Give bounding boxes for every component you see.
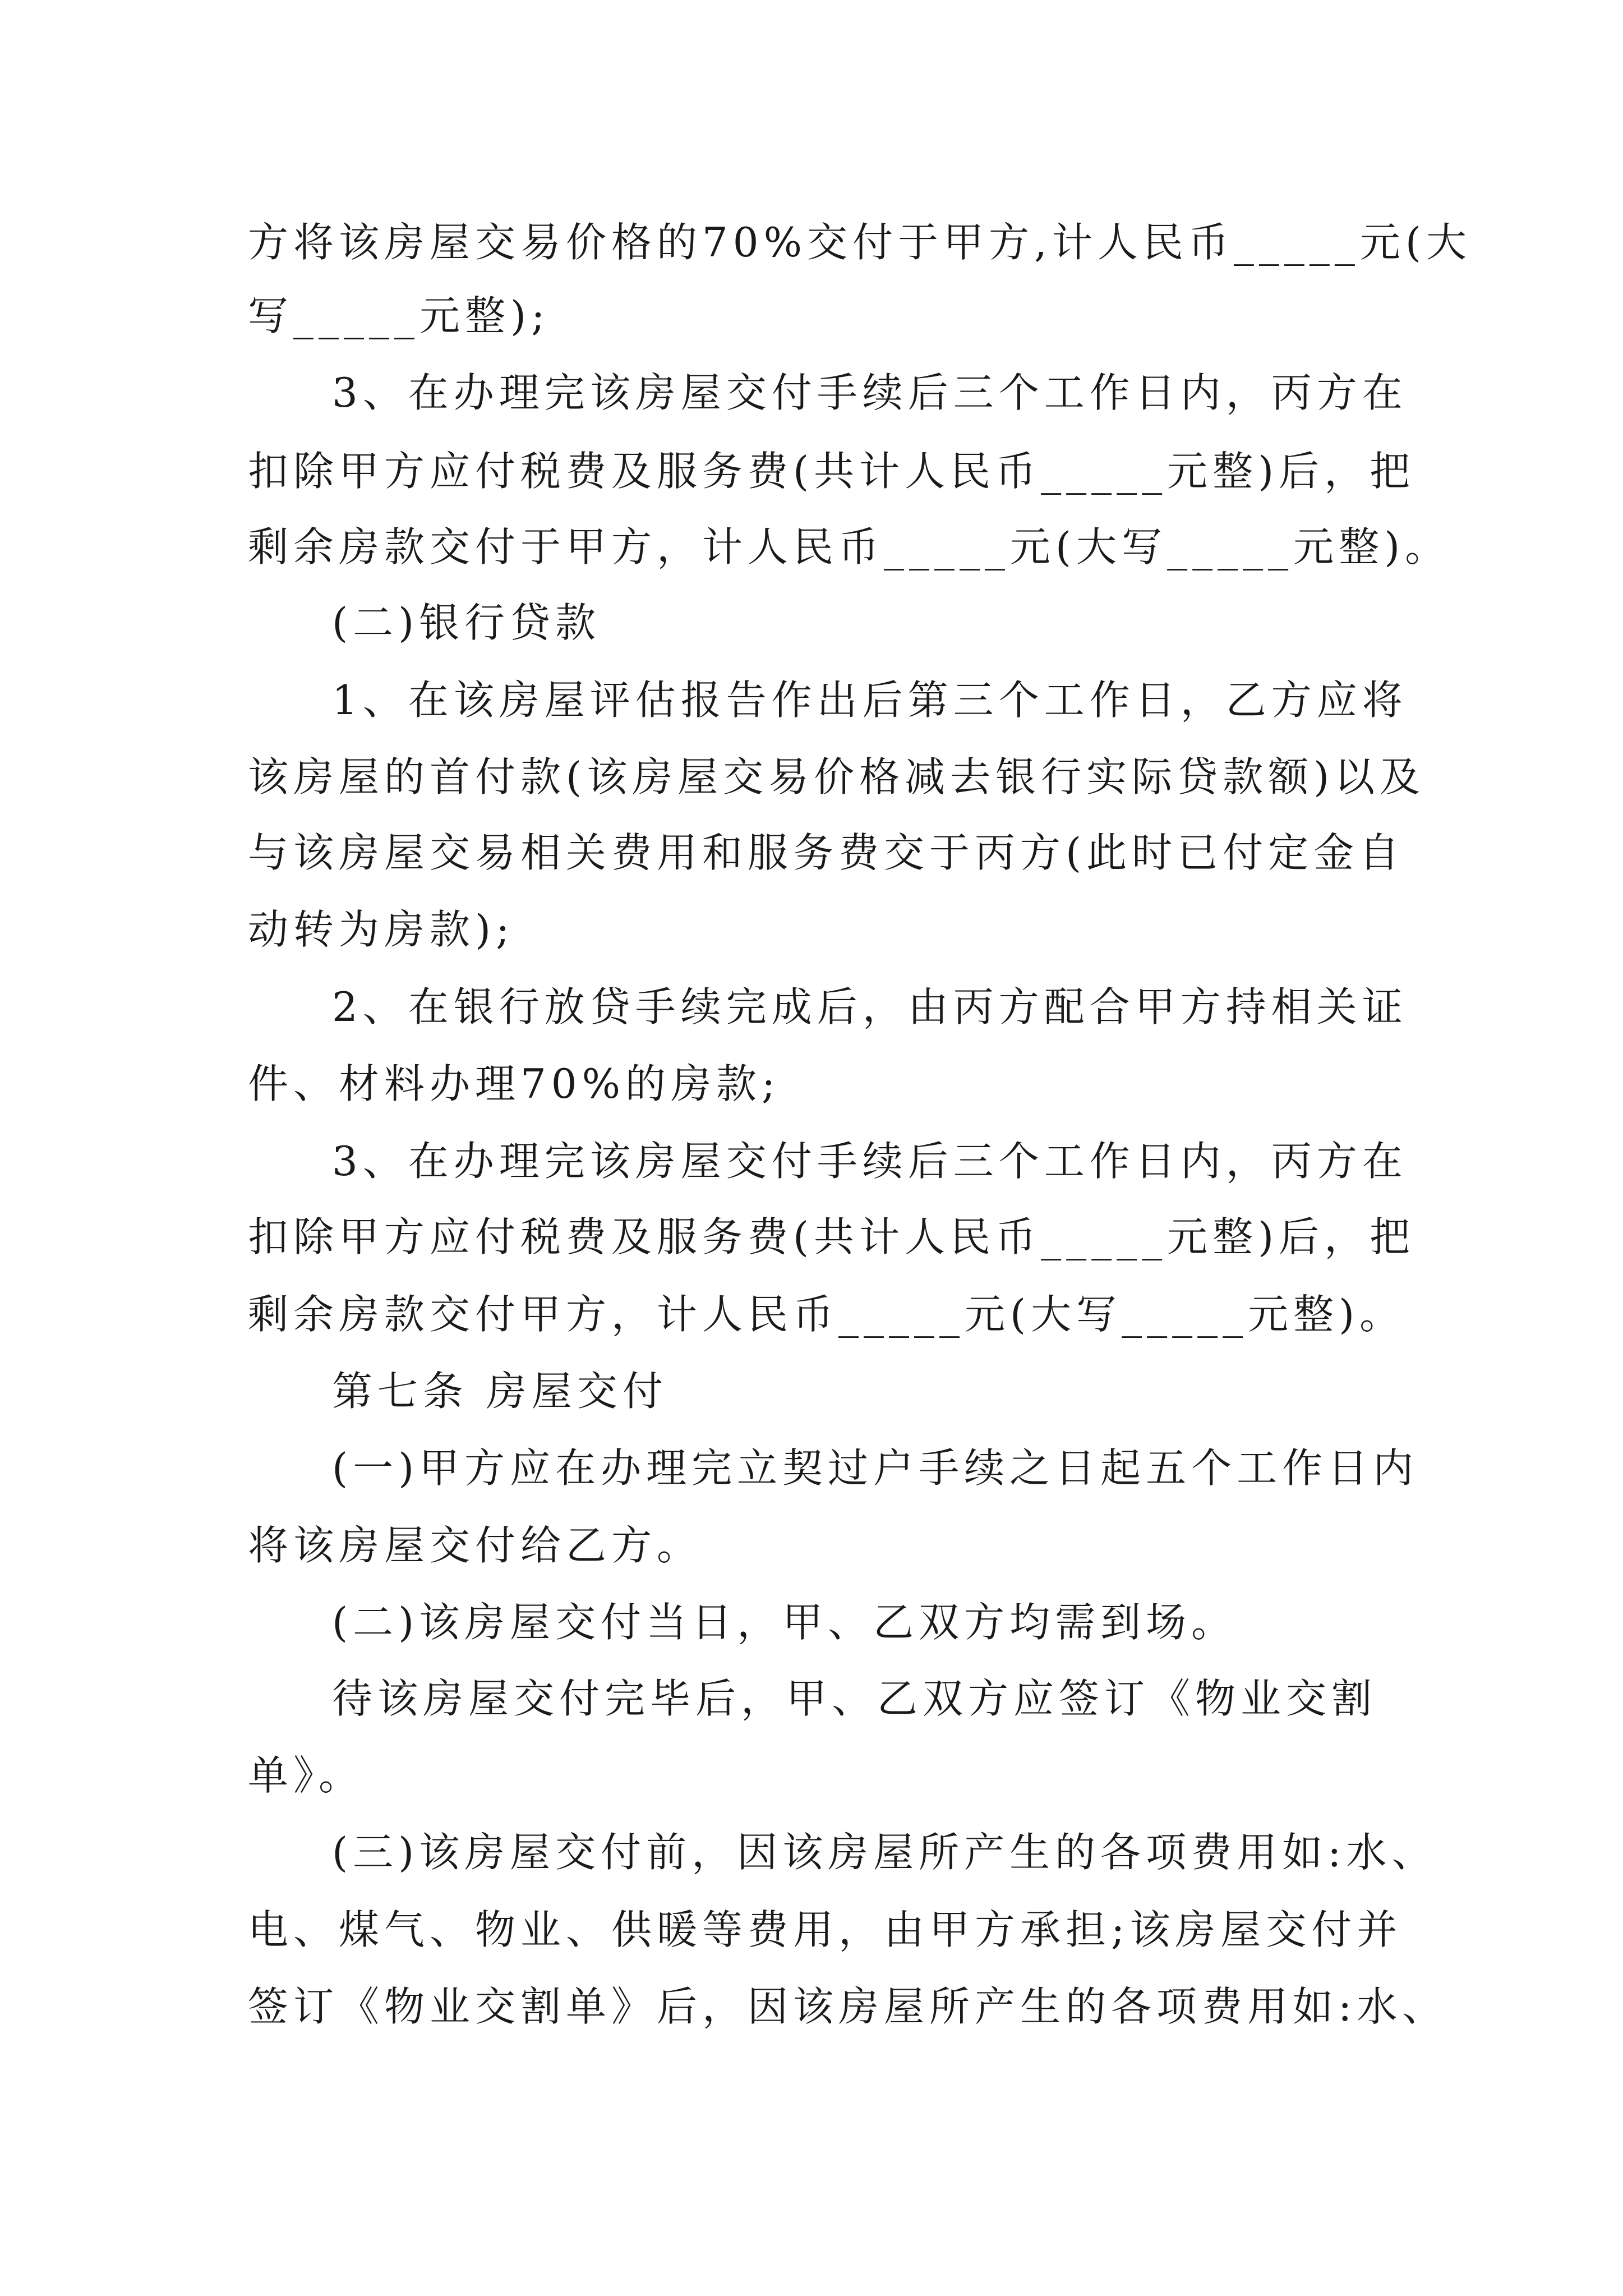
text-line: 方将该房屋交易价格的70%交付于甲方,计人民币_____元(大 [248,219,1472,266]
text-line: 剩余房款交付甲方，计人民币_____元(大写_____元整)。 [248,1291,1405,1338]
text-line: 待该房屋交付完毕后，甲、乙双方应签订《物业交割 [332,1675,1377,1722]
text-line: (二)该房屋交付当日，甲、乙双方均需到场。 [332,1599,1237,1646]
text-line: 扣除甲方应付税费及服务费(共计人民币_____元整)后，把 [248,1213,1415,1260]
text-line: 2、在银行放贷手续完成后，由丙方配合甲方持相关证 [332,983,1408,1030]
text-line: 将该房屋交付给乙方。 [248,1522,703,1569]
text-line: 3、在办理完该房屋交付手续后三个工作日内，丙方在 [332,1138,1408,1185]
article-heading: 第七条 房屋交付 [332,1368,668,1415]
text-line: (一)甲方应在办理完立契过户手续之日起五个工作日内 [332,1444,1419,1492]
text-line: 单》。 [248,1752,365,1799]
text-line: 剩余房款交付于甲方，计人民币_____元(大写_____元整)。 [248,523,1451,570]
text-line: 该房屋的首付款(该房屋交易价格减去银行实际贷款额)以及 [248,753,1426,800]
text-line: 扣除甲方应付税费及服务费(共计人民币_____元整)后，把 [248,448,1415,495]
text-line: 电、煤气、物业、供暖等费用，由甲方承担;该房屋交付并 [248,1906,1403,1953]
text-line: 3、在办理完该房屋交付手续后三个工作日内，丙方在 [332,369,1408,416]
text-line: 写_____元整); [248,292,550,339]
text-line: (三)该房屋交付前，因该房屋所产生的各项费用如:水、 [332,1829,1437,1876]
text-line: 与该房屋交易相关费用和服务费交于丙方(此时已付定金自 [248,829,1405,876]
text-line: 动转为房款); [248,906,515,953]
text-line: 1、在该房屋评估报告作出后第三个工作日，乙方应将 [332,677,1408,724]
section-heading: (二)银行贷款 [332,599,601,646]
text-line: 签订《物业交割单》后，因该房屋所产生的各项费用如:水、 [248,1983,1448,2030]
text-line: 件、材料办理70%的房款; [248,1060,781,1107]
